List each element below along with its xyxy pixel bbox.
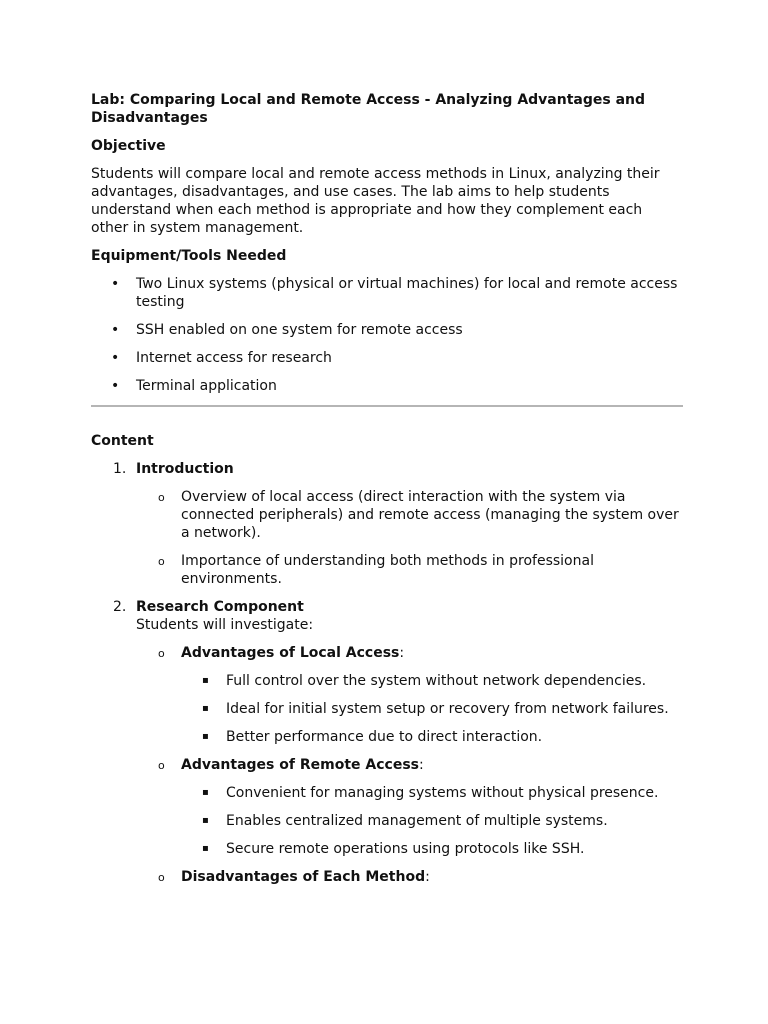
equipment-item — [91, 377, 683, 395]
equipment-heading: Equipment/Tools Needed — [91, 248, 287, 264]
document-page — [91, 91, 683, 896]
list-item-text: Better performance due to direct interaction. — [226, 729, 543, 745]
list-item-text: Ideal for initial system setup or recovery from network failures. — [226, 701, 669, 717]
section-number: 2. — [113, 599, 127, 615]
square-marker: ▪ — [202, 675, 209, 686]
list-item — [181, 784, 683, 802]
circle-marker: o — [158, 871, 165, 884]
circle-marker: o — [158, 647, 165, 660]
equipment-list — [91, 275, 683, 395]
section-introduction — [91, 460, 683, 588]
list-item-text: Importance of understanding both methods in professional environments. — [181, 553, 594, 587]
research-group — [136, 756, 683, 858]
colon: : — [425, 869, 430, 885]
list-item — [181, 728, 683, 746]
list-item-text: Overview of local access (direct interaction with the system via connected peripherals) and remote access (managing the system over a network). — [181, 489, 679, 541]
research-list — [136, 644, 683, 886]
bullet-marker: • — [111, 350, 120, 366]
square-marker: ▪ — [202, 731, 209, 742]
section-number: 1. — [113, 461, 127, 477]
bullet-marker: • — [111, 276, 120, 292]
circle-marker: o — [158, 759, 165, 772]
equipment-item — [91, 321, 683, 339]
list-item — [136, 488, 683, 542]
list-item-text: Full control over the system without network dependencies. — [226, 673, 647, 689]
square-marker: ▪ — [202, 787, 209, 798]
list-item-text: Secure remote operations using protocols like SSH. — [226, 841, 585, 857]
research-group — [136, 868, 683, 886]
objective-heading: Objective — [91, 138, 166, 154]
section-title: Research Component — [136, 599, 304, 615]
list-item-text: Enables centralized management of multiple systems. — [226, 813, 608, 829]
section-title: Introduction — [136, 461, 234, 477]
group-items — [181, 672, 683, 746]
content-sections — [91, 460, 683, 886]
list-item — [181, 700, 683, 718]
square-marker: ▪ — [202, 703, 209, 714]
colon: : — [399, 645, 405, 661]
objective-text: Students will compare local and remote access methods in Linux, analyzing their advantages, disadvantages, and use cases. The lab aims to help students understand when each method is appropriate and how they complement each other in system management. — [91, 166, 660, 236]
group-label: Advantages of Local Access — [181, 645, 400, 661]
square-marker: ▪ — [202, 815, 209, 826]
list-item — [181, 840, 683, 858]
document-title: Lab: Comparing Local and Remote Access - Analyzing Advantages and Disadvantages — [91, 92, 646, 126]
list-item — [136, 552, 683, 588]
content-heading: Content — [91, 433, 154, 449]
circle-marker: o — [158, 555, 165, 568]
list-item — [181, 672, 683, 690]
section-intro: Students will investigate: — [136, 617, 314, 633]
group-label: Advantages of Remote Access — [181, 757, 419, 773]
equipment-item-text: Two Linux systems (physical or virtual machines) for local and remote access testing — [136, 276, 678, 310]
bullet-marker: • — [111, 322, 120, 338]
equipment-item-text: Terminal application — [136, 378, 277, 394]
list-item — [181, 812, 683, 830]
horizontal-divider — [91, 405, 683, 407]
introduction-list — [136, 488, 683, 588]
section-research — [91, 598, 683, 886]
equipment-item — [91, 349, 683, 367]
colon: : — [418, 757, 424, 773]
square-marker: ▪ — [202, 843, 209, 854]
group-items — [181, 784, 683, 858]
equipment-item — [91, 275, 683, 311]
bullet-marker: • — [111, 378, 120, 394]
list-item-text: Convenient for managing systems without physical presence. — [226, 785, 659, 801]
equipment-item-text: SSH enabled on one system for remote access — [136, 322, 463, 338]
research-group — [136, 644, 683, 746]
circle-marker: o — [158, 491, 165, 504]
group-label: Disadvantages of Each Method — [181, 869, 426, 885]
equipment-item-text: Internet access for research — [136, 350, 332, 366]
